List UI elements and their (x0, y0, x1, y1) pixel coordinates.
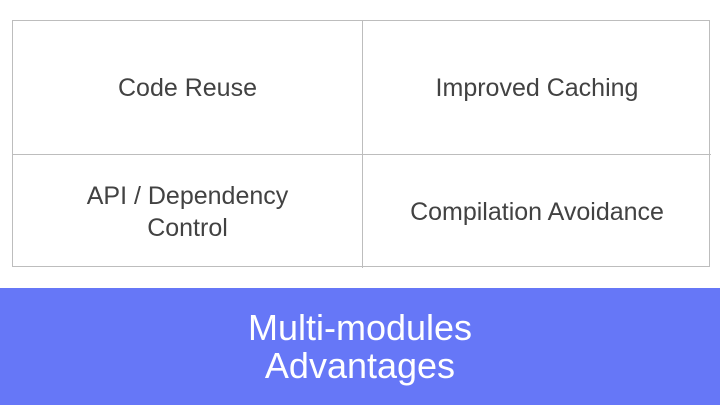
banner-title: Multi-modules Advantages (247, 306, 473, 386)
table-cell-compilation-avoidance (362, 154, 711, 268)
cell-label: Compilation Avoidance (410, 197, 664, 226)
table-cell-improved-caching (362, 21, 711, 154)
title-banner (0, 288, 720, 405)
cell-label: API / Dependency Control (86, 181, 289, 242)
table-cell-api-dependency-control (13, 154, 362, 268)
advantages-table (12, 20, 710, 267)
cell-label: Improved Caching (435, 73, 639, 102)
cell-label: Code Reuse (118, 73, 257, 102)
table-cell-code-reuse (13, 21, 362, 154)
